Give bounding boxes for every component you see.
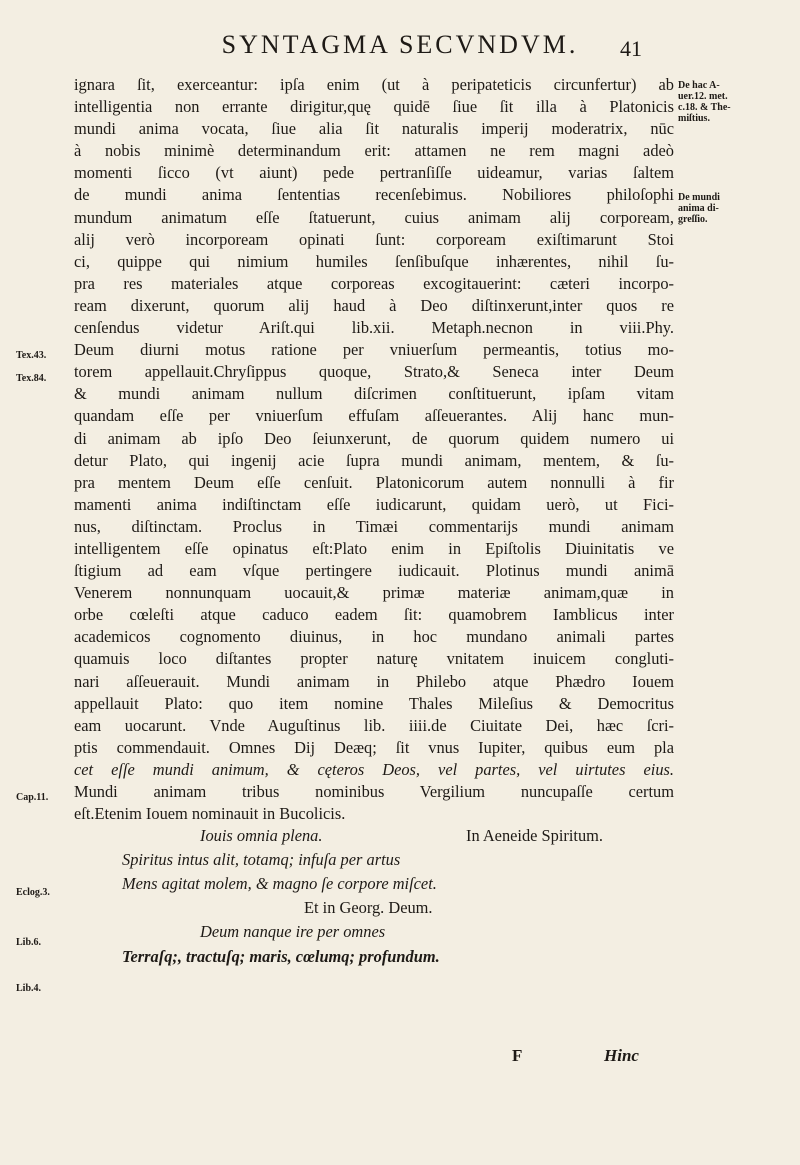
margin-note-right	[678, 192, 788, 225]
signature-mark: F	[512, 1046, 523, 1065]
text-line: alij verò incorpoream opinati ſunt: corpoream exiſtimarunt Stoi	[74, 229, 674, 249]
text-line: Venerem nonnunquam uocauit,& primæ materiæ animam,quæ in	[74, 583, 674, 603]
verse-line	[74, 947, 674, 969]
verse-left: Mens agitat molem, & magno ſe corpore miſcet.	[122, 874, 437, 893]
verse-left: Deum nanque ire per omnes	[200, 922, 386, 941]
text-line: à nobis minimè determinandum erit: attamen ne rem magni adeò	[74, 141, 674, 161]
text-line: ignara ſit, exerceantur: ipſa enim (ut à peripateticis circunfertur) ab	[74, 75, 674, 94]
text-line: nus, diſtinctam. Proclus in Timæi commentarijs mundi animam	[74, 516, 674, 536]
verse-left: Et in Georg. Deum.	[304, 898, 433, 917]
text-line: academicos cognomento diuinus, in hoc mundano animali partes	[74, 627, 674, 647]
text-line: quamuis loco diſtantes propter naturę vnitatem inuicem congluti-	[74, 649, 674, 669]
margin-note-right-line: uer.12. met.	[678, 91, 728, 102]
verse-line	[74, 826, 674, 848]
margin-note-left: Cap.11.	[16, 792, 49, 803]
text-line: Deum diurni motus ratione per vniuerſum permeantis, totius mo-	[74, 340, 674, 360]
text-line: mamenti anima indiſtinctam eſſe iudicarunt, quidam uerò, ut Fici-	[74, 494, 674, 514]
verse-left: Terraſq;, tractuſq; maris, cœlumq; profundum.	[122, 947, 440, 966]
verse-line	[74, 850, 674, 872]
text-line: Mundi animam tribus nominibus Vergilium nuncupaſſe certum	[74, 782, 674, 801]
text-line: & mundi animam nullum diſcrimen conſtituerunt, ipſam vitam	[74, 384, 674, 404]
text-line: ci, quippe qui nimium humiles ſenſibuſque inhærentes, nihil ſu-	[74, 251, 674, 271]
verse-line	[74, 874, 674, 896]
page-number: 41	[620, 36, 642, 61]
text-line: eam uocarunt. Vnde Auguſtinus lib. iiii.de Ciuitate Dei, hæc ſcri-	[74, 715, 674, 735]
margin-note-right-line: De hac A-	[678, 80, 720, 91]
verse-left: Spiritus intus alit, totamq; infuſa per artus	[122, 850, 401, 869]
text-line: quandam eſſe per vniuerſum effuſam aſſeuerantes. Alij hanc mun-	[74, 406, 674, 426]
verse-right: In Aeneide Spiritum.	[466, 826, 604, 845]
margin-note-left: Tex.84.	[16, 373, 47, 384]
text-line-italic: cet eſſe mundi animum, & cęteros Deos, vel partes, vel uirtutes eius.	[74, 759, 674, 779]
margin-note-left: Lib.6.	[16, 937, 42, 948]
text-line: mundi anima vocata, ſiue alia ſit naturalis imperij moderatrix, nūc	[74, 119, 674, 139]
text-line: orbe cœleſti atque caduco eadem ſit: quamobrem Iamblicus inter	[74, 605, 674, 625]
text-line: nari aſſeuerauit. Mundi animam in Philebo atque Phædro Iouem	[74, 671, 674, 691]
margin-note-left: Eclog.3.	[16, 887, 50, 898]
text-line: momenti ſicco (vt aiunt) pede pertranſiſſe uideamur, varias ſaltem	[74, 163, 674, 183]
text-line: intelligentia non errante dirigitur,quę quidē ſiue ſit illa à Platonicis	[74, 97, 674, 117]
text-line: ream dixerunt, quorum alij haud à Deo diſtinxerunt,inter quos re	[74, 295, 674, 315]
text-line: ptis commendauit. Omnes Dij Deæq; ſit vnus Iupiter, quibus eum pla	[74, 737, 674, 757]
text-line: de mundi anima ſententias recenſebimus. Nobiliores philoſophi	[74, 185, 674, 205]
text-line: pra res materiales atque corporeas excogitauerint: cæteri incorpo-	[74, 273, 674, 293]
main-text-block	[74, 74, 674, 825]
text-line: detur Plato, qui ingenij acie ſupra mundi animam, mentem, & ſu-	[74, 450, 674, 470]
text-line: torem appellauit.Chryſippus quoque, Strato,& Seneca inter Deum	[74, 362, 674, 382]
catchword: Hinc	[604, 1046, 639, 1065]
text-line: cenſendus videtur Ariſt.qui lib.xii. Metaph.necnon in viii.Phy.	[74, 318, 674, 338]
margin-note-left: Lib.4.	[16, 983, 42, 994]
text-line: eſt.Etenim Iouem nominauit in Bucolicis.	[74, 804, 346, 824]
verse-left: Iouis omnia plena.	[200, 826, 323, 845]
margin-note-right-line: anima di-	[678, 203, 719, 214]
running-title: SYNTAGMA SECVNDVM.	[221, 30, 579, 59]
text-line: appellauit Plato: quo item nomine Thales Mileſius & Democritus	[74, 693, 674, 713]
verse-line	[74, 898, 674, 920]
text-line: di animam ab ipſo Deo ſeiunxerunt, de quorum quidem numero ui	[74, 428, 674, 448]
text-line: ſtigium ad eam vſque pertingere iudicauit. Plotinus mundi animā	[74, 561, 674, 581]
margin-note-right-line: miſtius.	[678, 113, 710, 124]
text-line: pra mentem Deum eſſe cenſuit. Platonicorum autem nonnulli à fir	[74, 472, 674, 492]
margin-note-right	[678, 80, 788, 124]
margin-note-left: Tex.43.	[16, 350, 47, 361]
text-line: intelligentem eſſe opinatus eſt:Plato enim in Epiſtolis Diuinitatis ve	[74, 538, 674, 558]
margin-note-right-line: c.18. & The-	[678, 102, 731, 113]
margin-note-right-line: De mundi	[678, 192, 720, 203]
verse-line	[74, 922, 674, 944]
margin-note-right-line: greſſio.	[678, 214, 708, 225]
text-line: mundum animatum eſſe ſtatuerunt, cuius animam alij corpoream,	[74, 207, 674, 227]
